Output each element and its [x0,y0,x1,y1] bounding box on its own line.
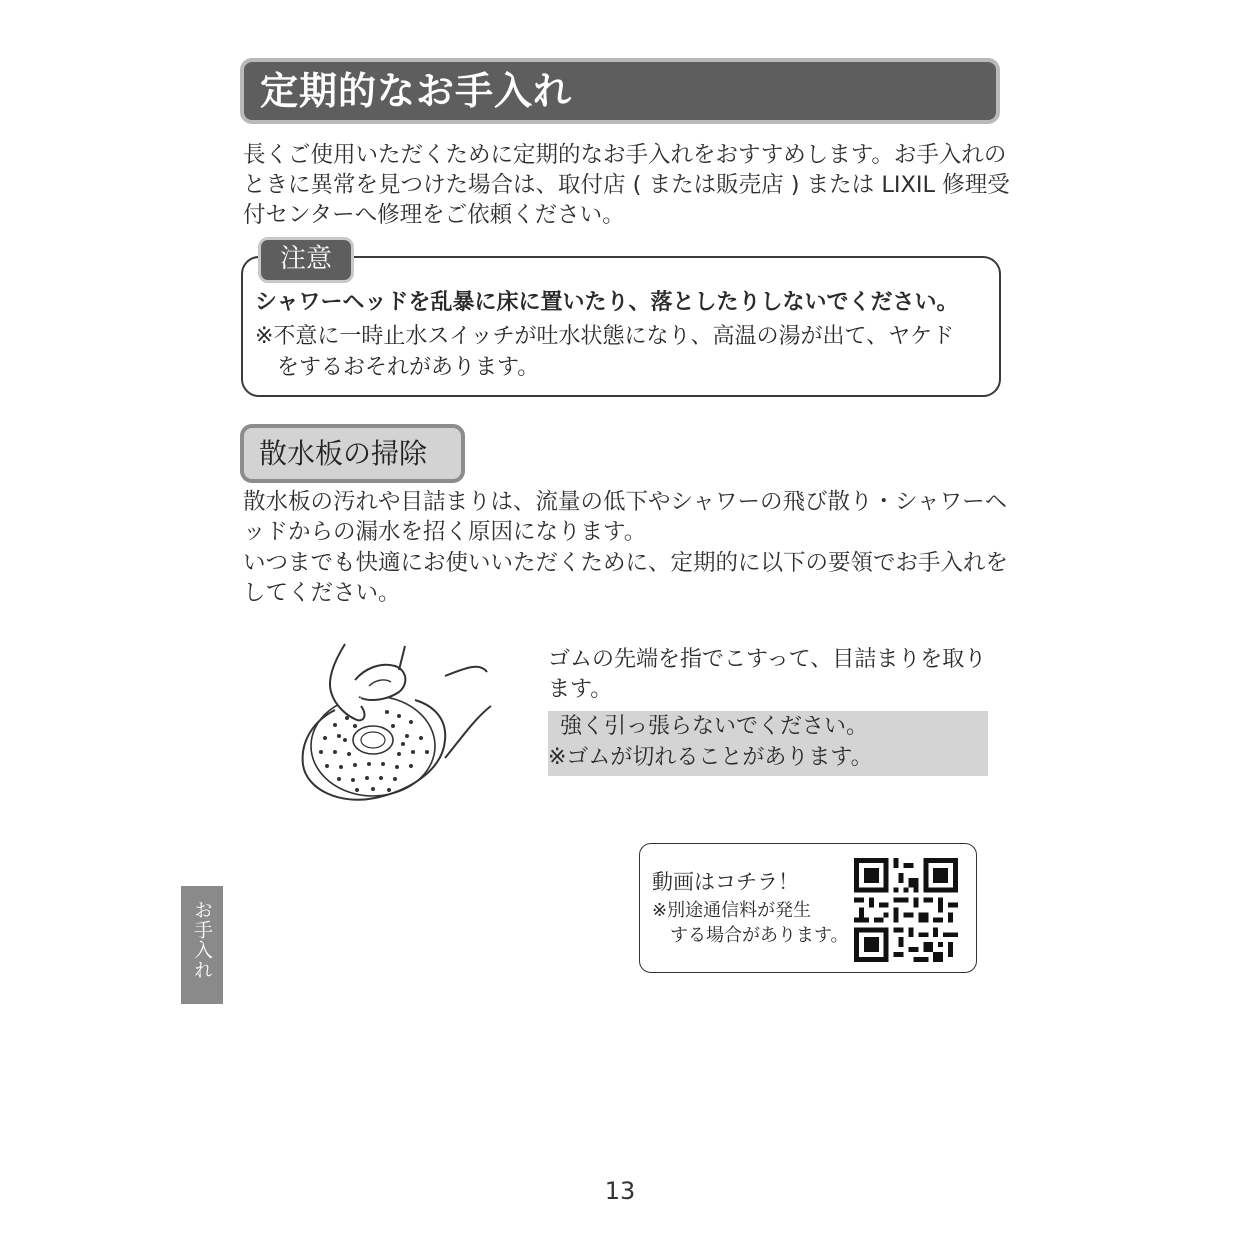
caution-note-line1: ※不意に一時止水スイッチが吐水状態になり、高温の湯が出て、ヤケド [255,324,955,349]
warning-line-1: 強く引っ張らないでください。 [560,714,869,739]
section-paragraph-1: 散水板の汚れや目詰まりは、流量の低下やシャワーの飛び散り・シャワーヘッドからの漏水を招く原因になります。 [243,489,1008,545]
section-paragraph-2: いつまでも快適にお使いいただくために、定期的に以下の要領でお手入れをしてください。 [243,550,1009,606]
video-note-line2: する場合があります。 [670,925,849,946]
caution-label: 注意 [258,237,354,283]
qr-code-icon[interactable] [854,858,958,962]
caution-note-line2: をするおそれがあります。 [277,355,540,380]
side-tab-label: お手入れ [191,900,213,980]
caution-main-text: シャワーヘッドを乱暴に床に置いたり、落としたりしないでください。 [255,290,959,315]
cleaning-instruction: ゴムの先端を指でこすって、目詰まりを取ります。 [548,647,987,702]
page-title: 定期的なお手入れ [240,58,1000,124]
warning-box [548,711,988,776]
video-note-line1: ※別途通信料が発生 [652,900,812,921]
shower-head-cleaning-illustration [295,640,505,810]
video-info-box [639,843,977,973]
intro-paragraph: 長くご使用いただくために定期的なお手入れをおすすめします。お手入れのときに異常を見つけた場合は、取付店 ( または販売店 ) または LIXIL 修理受付センターへ修理をご依頼ください。 [243,142,1010,228]
video-title: 動画はコチラ！ [652,870,799,894]
section-heading: 散水板の掃除 [240,424,465,483]
section-side-tab [181,886,223,1004]
warning-line-2: ※ゴムが切れることがあります。 [548,745,873,770]
page-number: 13 [604,1177,636,1205]
